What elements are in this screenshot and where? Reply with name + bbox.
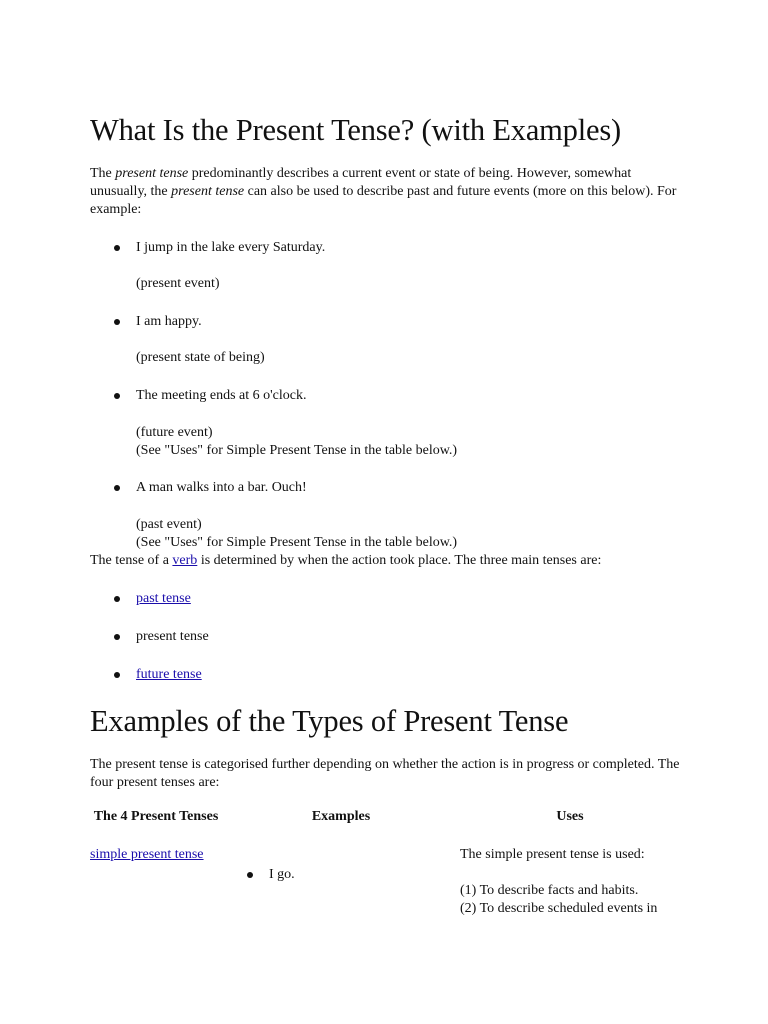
- intro-paragraph: [90, 165, 690, 219]
- bullet-icon: [114, 319, 120, 325]
- table-uses-intro: The simple present tense is used:: [460, 847, 645, 862]
- past-tense-link[interactable]: past tense: [136, 591, 191, 606]
- bullet-icon: [247, 872, 253, 878]
- types-intro-paragraph: The present tense is categorised further depending on whether the action is in progress or completed. The four present tenses are:: [90, 757, 680, 790]
- example-sentence: The meeting ends at 6 o'clock.: [136, 388, 307, 403]
- tenses-intro-paragraph: [90, 552, 690, 570]
- example-sentence: I am happy.: [136, 314, 202, 329]
- table-use-item: (1) To describe facts and habits.: [460, 883, 639, 898]
- tenses-intro-text-1: The tense of a: [90, 553, 173, 568]
- example-note: (present state of being): [136, 350, 265, 365]
- example-note: (past event): [136, 517, 202, 532]
- list-item: [136, 313, 202, 331]
- page-title: What Is the Present Tense? (with Examples): [90, 113, 621, 147]
- intro-emphasis-2: present tense: [171, 184, 245, 199]
- header-tenses: The 4 Present Tenses: [93, 809, 219, 824]
- table-header-row: [90, 808, 680, 826]
- example-sentence: I jump in the lake every Saturday.: [136, 240, 326, 255]
- table-use-item: (2) To describe scheduled events in: [460, 901, 658, 916]
- list-item: [136, 666, 202, 684]
- simple-present-tense-link[interactable]: simple present tense: [90, 847, 204, 862]
- example-note: (See "Uses" for Simple Present Tense in the table below.): [136, 535, 458, 550]
- example-note: (present event): [136, 276, 220, 291]
- present-tenses-table: [90, 808, 680, 826]
- list-item: [136, 628, 209, 646]
- table-example: I go.: [269, 867, 295, 882]
- list-item: [136, 387, 306, 405]
- list-item: [136, 590, 191, 608]
- bullet-icon: [114, 596, 120, 602]
- tenses-intro-text-2: is determined by when the action took place. The three main tenses are:: [197, 553, 602, 568]
- intro-emphasis-1: present tense: [115, 166, 189, 181]
- verb-link[interactable]: verb: [172, 553, 198, 568]
- example-sentence: A man walks into a bar. Ouch!: [136, 480, 307, 495]
- intro-text-1: The: [90, 166, 116, 181]
- bullet-icon: [114, 245, 120, 251]
- list-item: [136, 239, 325, 257]
- example-note: (See "Uses" for Simple Present Tense in the table below.): [136, 443, 458, 458]
- bullet-icon: [114, 672, 120, 678]
- list-item: [269, 866, 295, 884]
- bullet-icon: [114, 634, 120, 640]
- header-uses: Uses: [556, 809, 584, 824]
- example-note: (future event): [136, 425, 213, 440]
- list-item: [136, 479, 307, 497]
- header-examples: Examples: [311, 809, 371, 824]
- present-tense-text: present tense: [136, 629, 209, 644]
- intro-text-3: can also be used to describe past and future events (more on this below). For example:: [90, 184, 677, 217]
- bullet-icon: [114, 393, 120, 399]
- future-tense-link[interactable]: future tense: [136, 667, 202, 682]
- intro-text-2: predominantly describes a current event or state of being. However, somewhat unusually, the: [90, 166, 632, 199]
- bullet-icon: [114, 485, 120, 491]
- section-title: Examples of the Types of Present Tense: [90, 704, 569, 738]
